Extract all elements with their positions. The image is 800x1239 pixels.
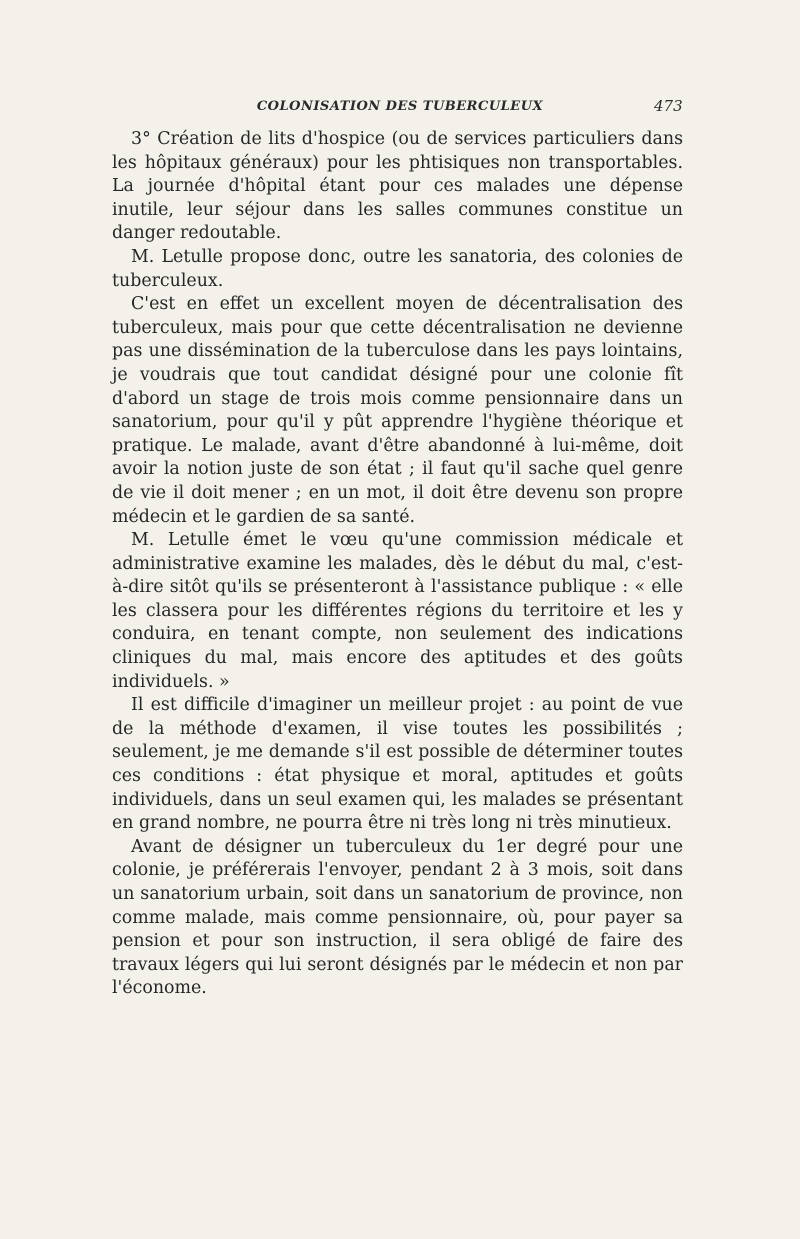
paragraph-stage: Avant de désigner un tuberculeux du 1er degré pour une colonie, je préférerais l'envoyer, pendant 2 à 3 mois, soit dans un sanatorium urbain, soit dans un sanatorium de province, non comme malade, mais comme pensionnaire, où, pour payer sa pension et pour son instruction, il sera obligé de faire des travaux légers qui lui seront désignés par le médecin et non par l'économe.	[112, 836, 683, 999]
page-header	[0, 95, 800, 125]
paragraph-examen: Il est difficile d'imaginer un meilleur projet : au point de vue de la méthode d'examen, il vise toutes les possibilités ; seulement, je me demande s'il est possible de déterminer toutes ces conditions : état physique et moral, aptitudes et goûts individuels, dans un seul examen qui, les malades se présentant en grand nombre, ne pourra être ni très long ni très minutieux.	[112, 695, 683, 834]
paragraph-letulle-colonies: M. Letulle propose donc, outre les sanatoria, des colonies de tuberculeux.	[112, 246, 683, 291]
running-title: COLONISATION DES TUBERCULEUX	[256, 99, 544, 114]
body-text	[112, 128, 683, 1001]
paragraph-decentralisation: C'est en effet un excellent moyen de décentralisation des tuberculeux, mais pour que cette décentralisation ne devienne pas une dissémination de la tuberculose dans les pays lointains, je voudrais que tout candidat désigné pour une colonie fît d'abord un stage de trois mois comme pensionnaire dans un sanatorium, pour qu'il y pût apprendre l'hygiène théorique et pratique. Le malade, avant d'être abandonné à lui-même, doit avoir la notion juste de son état ; il faut qu'il sache quel genre de vie il doit mener ; en un mot, il doit être devenu son propre médecin et le gardien de sa santé.	[112, 294, 683, 527]
paragraph-commission: M. Letulle émet le vœu qu'une commission médicale et administrative examine les malades, dès le début du mal, c'est-à-dire sitôt qu'ils se présenteront à l'assistance publique : « elle les classera pour les différentes régions du territoire et les y conduira, en tenant compte, non seulement des indications cliniques du mal, mais encore des aptitudes et des goûts individuels. »	[112, 530, 683, 692]
page-number: 473	[654, 97, 683, 115]
paragraph-lits-hospice: 3° Création de lits d'hospice (ou de services particuliers dans les hôpitaux généraux) pour les phtisiques non transportables. La journée d'hôpital étant pour ces malades une dépense inutile, leur séjour dans les salles communes constitue un danger redoutable.	[112, 129, 683, 244]
